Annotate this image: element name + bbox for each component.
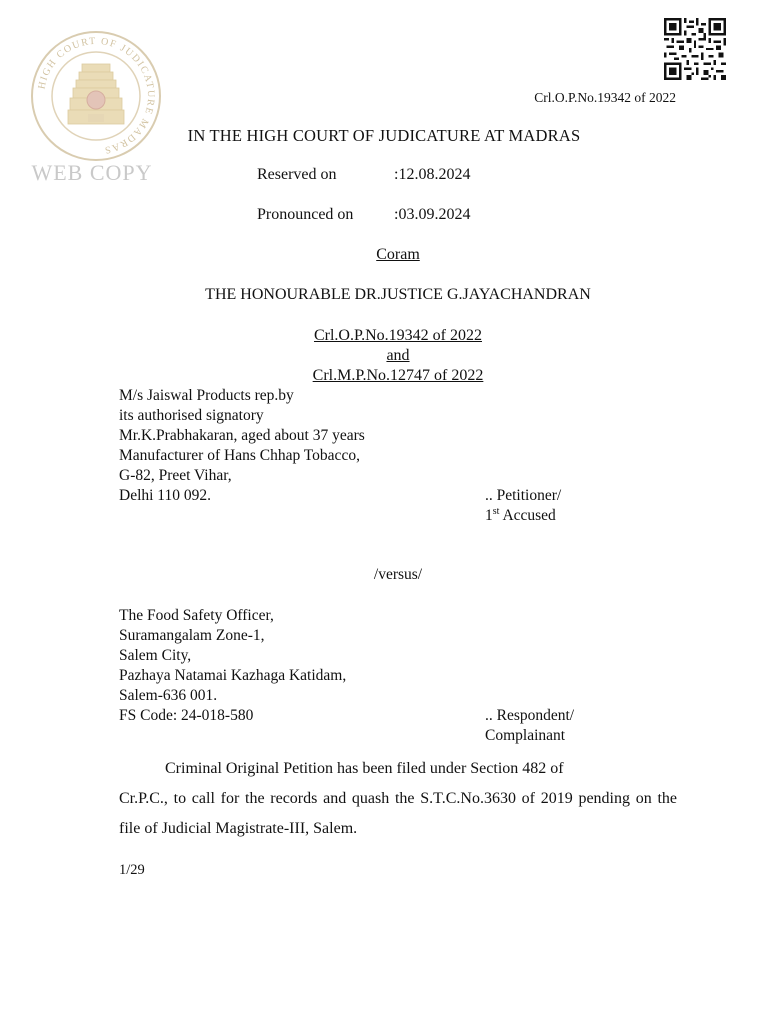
pronounced-on-row [257,206,470,224]
respondent-line: Pazhaya Natamai Kazhaga Katidam, [119,667,347,684]
pronounced-on-label: Pronounced on [257,206,354,223]
respondent-line: Salem City, [119,647,192,664]
respondent-role-line2: Complainant [485,727,566,744]
reserved-on-row [257,166,470,184]
svg-text:HIGH COURT OF JUDICATURE MADRA: HIGH COURT OF JUDICATURE MADRAS [36,35,157,156]
petitioner-line: its authorised signatory [119,407,264,424]
petitioner-line: Mr.K.Prabhakaran, aged about 37 years [119,427,365,444]
respondent-line: Salem-636 001. [119,687,218,704]
petitioner-address [119,386,365,506]
case-number-header: Crl.O.P.No.19342 of 2022 [534,90,676,105]
petitioner-role [485,486,561,526]
case-conjunction: and [386,347,410,364]
respondent-line: FS Code: 24-018-580 [119,707,254,724]
respondent-role-line1: .. Respondent/ [485,707,575,724]
web-copy-watermark: WEB COPY [31,160,153,185]
petition-paragraph [119,754,677,844]
respondent-line: Suramangalam Zone-1, [119,627,265,644]
petitioner-role-line1: .. Petitioner/ [485,487,562,504]
coram-heading: Coram [376,246,420,263]
paragraph-rest: Cr.P.C., to call for the records and quash the S.T.C.No.3630 of 2019 pending on the file of Judicial Magistrate-III, Salem. [119,790,677,837]
reserved-on-label: Reserved on [257,166,337,183]
petitioner-line: M/s Jaiswal Products rep.by [119,387,294,404]
respondent-line: The Food Safety Officer, [119,607,274,624]
judge-name: THE HONOURABLE DR.JUSTICE G.JAYACHANDRAN [205,286,591,303]
petitioner-line: Delhi 110 092. [119,487,211,504]
paragraph-line-1: Criminal Original Petition has been filed under Section 482 of [165,760,564,777]
case-numbers [0,326,768,386]
petitioner-line: Manufacturer of Hans Chhap Tobacco, [119,447,360,464]
qr-code [664,18,726,80]
petitioner-line: G-82, Preet Vihar, [119,467,232,484]
reserved-on-date: :12.08.2024 [394,166,471,183]
petitioner-role-line2: 1st Accused [485,505,556,524]
pronounced-on-date: :03.09.2024 [394,206,471,223]
versus-separator: /versus/ [373,566,423,583]
respondent-address [119,606,346,726]
respondent-role [485,706,574,746]
main-case-number: Crl.O.P.No.19342 of 2022 [313,327,482,344]
misc-petition-number: Crl.M.P.No.12747 of 2022 [312,367,484,384]
page-number: 1/29 [119,862,145,878]
court-title: IN THE HIGH COURT OF JUDICATURE AT MADRAS [187,126,581,145]
